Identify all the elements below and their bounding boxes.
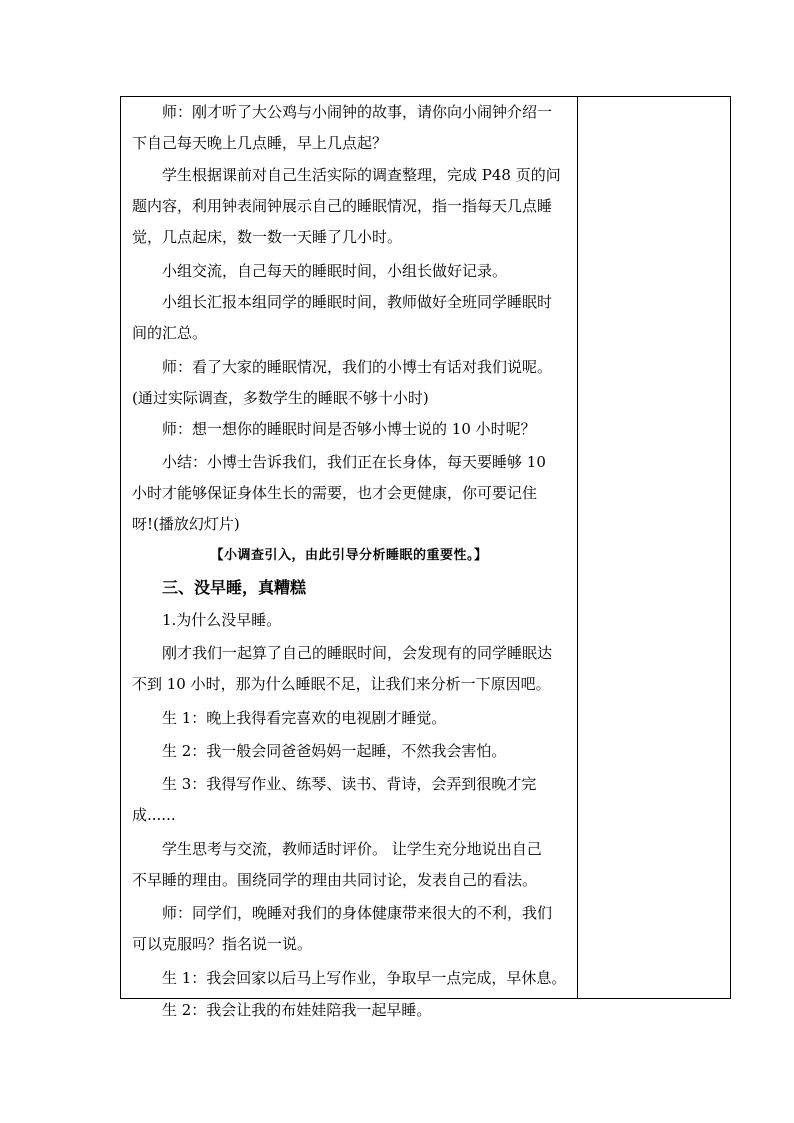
teaching-note: 【小调查引入，由此引导分析睡眠的重要性。】 xyxy=(210,548,488,563)
text-line: (通过实际调查，多数学生的睡眠不够十小时) xyxy=(132,389,429,407)
lesson-table xyxy=(120,96,731,1019)
notes-cell xyxy=(578,97,730,998)
text-line: 觉，几点起床，数一数一天睡了几小时。 xyxy=(132,228,403,246)
text-line: 小组长汇报本组同学的睡眠时间，教师做好全班同学睡眠时 xyxy=(162,293,553,311)
text-line: 间的汇总。 xyxy=(132,324,208,342)
text-line: 可以克服吗？指名说一说。 xyxy=(132,935,313,953)
section-heading: 三、没早睡，真糟糕 xyxy=(162,578,307,597)
text-line: 学生根据课前对自己生活实际的调查整理，完成 P48 页的问 xyxy=(162,166,561,184)
text-line: 生 1：我会回家以后马上写作业，争取早一点完成，早休息。 xyxy=(162,969,567,987)
text-line: 小组交流，自己每天的睡眠时间，小组长做好记录。 xyxy=(162,262,508,280)
text-line: 成...... xyxy=(132,806,176,824)
text-line: 学生思考与交流，教师适时评价。 让学生充分地说出自己 xyxy=(162,840,542,858)
text-line: 师：刚才听了大公鸡与小闹钟的故事，请你向小闹钟介绍一 xyxy=(162,103,553,121)
text-line: 1.为什么没早睡。 xyxy=(162,611,282,629)
text-line: 生 3：我得写作业、练琴、读书、背诗，会弄到很晚才完 xyxy=(162,775,537,793)
text-line: 题内容，利用钟表闹钟展示自己的睡眠情况，指一指每天几点睡 xyxy=(132,197,553,215)
text-line: 刚才我们一起算了自己的睡眠时间，会发现有的同学睡眠达 xyxy=(162,644,553,662)
text-line: 下自己每天晚上几点睡，早上几点起？ xyxy=(132,134,388,152)
text-line: 呀!(播放幻灯片) xyxy=(132,515,240,533)
text-line: 小时才能够保证身体生长的需要，也才会更健康，你可要记住 xyxy=(132,484,538,502)
text-line: 不到 10 小时，那为什么睡眠不足，让我们来分析一下原因吧。 xyxy=(132,675,551,693)
text-line: 生 2：我会让我的布娃娃陪我一起早睡。 xyxy=(162,1001,432,1019)
text-line: 不早睡的理由。围绕同学的理由共同讨论，发表自己的看法。 xyxy=(132,871,538,889)
text-line: 师：看了大家的睡眠情况，我们的小博士有话对我们说呢。 xyxy=(162,358,553,376)
text-line: 生 2：我一般会同爸爸妈妈一起睡，不然我会害怕。 xyxy=(162,742,507,760)
text-line: 师：同学们，晚睡对我们的身体健康带来很大的不利，我们 xyxy=(162,904,553,922)
text-line: 小结：小博士告诉我们，我们正在长身体，每天要睡够 10 xyxy=(162,453,546,471)
lesson-content-cell xyxy=(121,97,577,1019)
text-line: 生 1：晚上我得看完喜欢的电视剧才睡觉。 xyxy=(162,709,447,727)
text-line: 师：想一想你的睡眠时间是否够小博士说的 10 小时呢？ xyxy=(162,420,536,438)
